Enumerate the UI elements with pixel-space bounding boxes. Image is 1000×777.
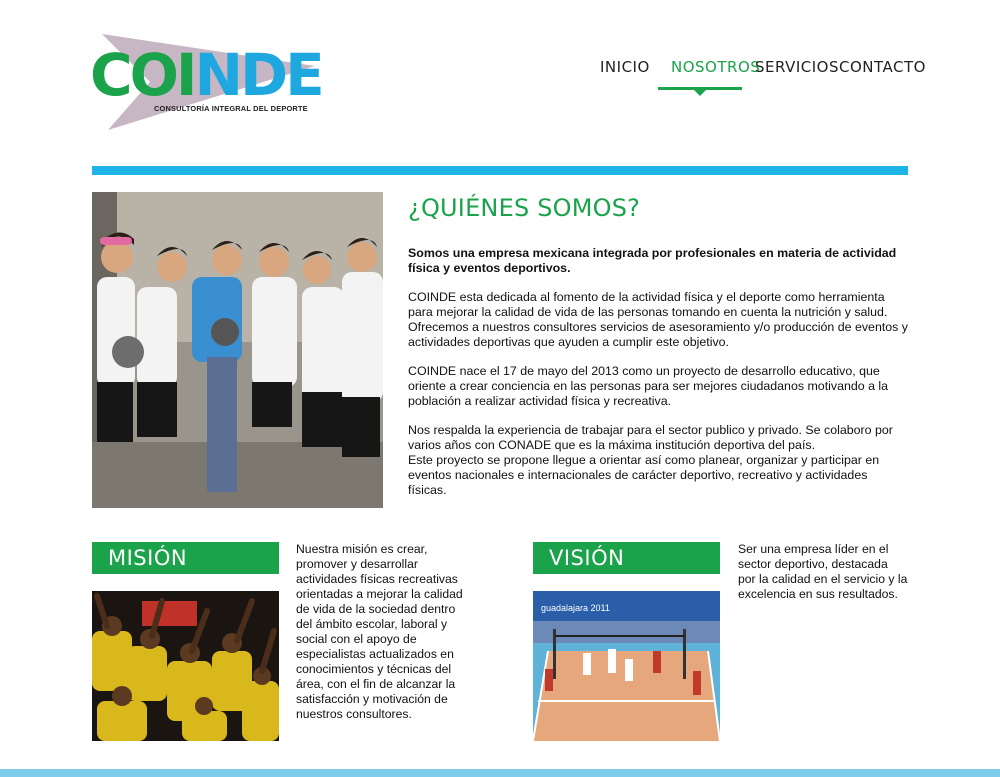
logo-word-n: N: [194, 41, 240, 109]
about-lead-paragraph: Somos una empresa mexicana integrada por profesionales en materia de actividad física y eventos deportivos.: [408, 246, 897, 275]
vision-title: VISIÓN: [549, 546, 625, 570]
vision-volleyball-photo: [533, 591, 720, 741]
team-group-photo: [92, 192, 383, 508]
main-navigation: [588, 58, 926, 98]
nav-item-servicios[interactable]: SERVICIOS: [755, 58, 840, 76]
section-divider-bar: [92, 166, 908, 175]
logo-word-coi: COI: [90, 41, 195, 109]
footer-bar: [0, 769, 1000, 777]
vision-header: [533, 542, 720, 574]
about-text-block: [408, 246, 908, 512]
about-paragraph-2: COINDE nace el 17 de mayo del 2013 como un proyecto de desarrollo educativo, que oriente a crear conciencia en las personas para ser mejores ciudadanos motivando a la población a realizar actividad física y recreativa.: [408, 364, 889, 408]
about-paragraph-1: COINDE esta dedicada al fomento de la actividad física y el deporte como herramienta para mejorar la calidad de vida de las personas tomando en cuenta la nutrición y salud. Ofrecemos a nuestros consultores servicios de asesoramiento y/o producción de eventos y actividades deportivas que ayuden a cumplir este objetivo.: [408, 290, 909, 349]
nav-item-inicio[interactable]: INICIO: [600, 58, 650, 76]
vision-photo-banner: guadalajara 2011: [541, 603, 610, 613]
nav-item-nosotros[interactable]: NOSOTROS: [671, 58, 761, 76]
coinde-logo[interactable]: [90, 32, 322, 132]
about-title: ¿QUIÉNES SOMOS?: [408, 194, 641, 222]
nav-active-caret-icon: [693, 89, 707, 96]
vision-text: Ser una empresa líder en el sector deportivo, destacada por la calidad en el servicio y la excelencia en sus resultados.: [738, 542, 908, 601]
mision-header: [92, 542, 279, 574]
logo-word-de: DE: [240, 41, 322, 109]
nav-item-contacto[interactable]: CONTACTO: [839, 58, 926, 76]
mision-crowd-photo: [92, 591, 279, 741]
mision-text: Nuestra misión es crear, promover y desarrollar actividades físicas recreativas orientadas a mejorar la calidad de vida de la sociedad dentro del ámbito escolar, laboral y social con el apoyo de especialistas actualizados en conocimientos y técnicas del área, con el fin de alcanzar la satisfacción y motivación de nuestros consultores.: [296, 542, 463, 721]
mision-title: MISIÓN: [108, 546, 188, 570]
logo-subtitle: CONSULTORÍA INTEGRAL DEL DEPORTE: [154, 104, 308, 113]
about-paragraph-3a: Nos respalda la experiencia de trabajar para el sector publico y privado. Se colaboro por varios años con CONADE que es la máxima institución deportiva del país.: [408, 423, 893, 452]
about-paragraph-3b: Este proyecto se propone llegue a orientar así como planear, organizar y participar en eventos nacionales e internacionales de carácter deportivo, recreativo y actividades físicas.: [408, 453, 880, 497]
